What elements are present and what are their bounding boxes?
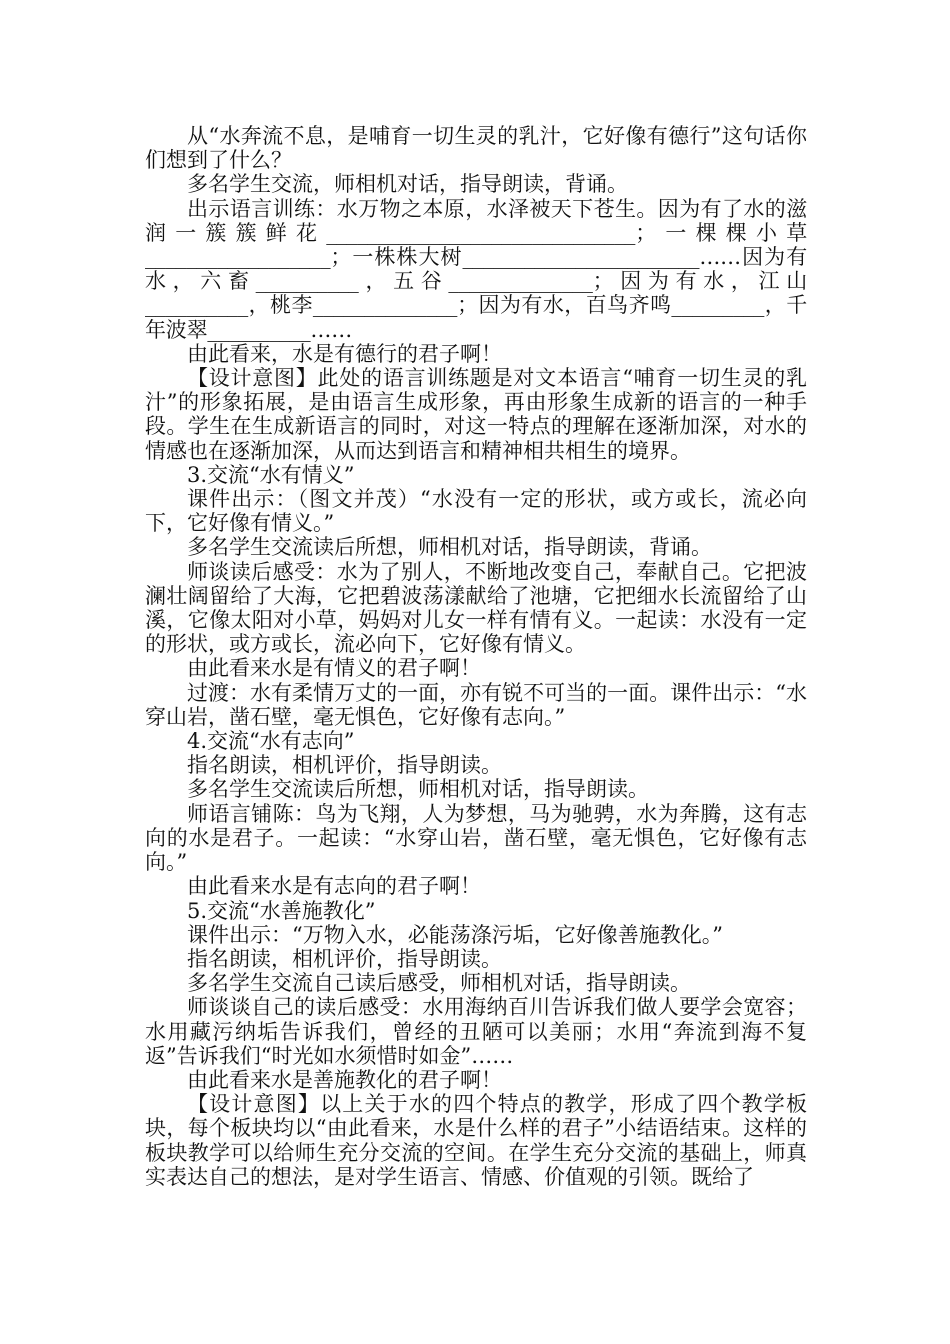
design-intent-paragraph: 【设计意图】此处的语言训练题是对文本语言“哺育一切生灵的乳汁”的形象拓展，是由语言生成形象，再由形象生成新的语言的一种手段。学生在生成新语言的同时，对这一特点的理解在逐渐加深，对水的情感也在逐渐加深，从而达到语言和精神相共相生的境界。 [145,366,807,463]
language-exercise-paragraph: 出示语言训练：水万物之本原，水泽被天下苍生。因为有了水的滋润一簇簇鲜花______________________________；一棵棵小草__________________；一株株大树_______________________……因为有水，六畜__________，五谷______________；因为有水，江山__________，桃李______________；因为有水，百鸟齐鸣_________，千年波翠__________…… [145,196,807,342]
paragraph: 多名学生交流读后所想，师相机对话，指导朗读。 [187,777,649,802]
section-heading: 3.交流“水有情义” [187,462,355,487]
paragraph: 从“水奔流不息，是哺育一切生灵的乳汁，它好像有德行”这句话你们想到了什么？ [145,124,807,173]
paragraph: 课件出示：“万物入水，必能荡涤污垢，它好像善施教化。” [187,922,723,947]
paragraph: 课件出示：（图文并茂）“水没有一定的形状，或方或长，流必向下，它好像有情义。” [145,487,807,536]
paragraph: 指名朗读，相机评价，指导朗读。 [187,946,502,971]
paragraph: 师谈读后感受：水为了别人，不断地改变自己，奉献自己。它把波澜壮阔留给了大海，它把碧波荡漾献给了池塘，它把细水长流留给了山溪，它像太阳对小草，妈妈对儿女一样有情有义。一起读：水没有一定的形状，或方或长，流必向下，它好像有情义。 [145,559,807,657]
document-body [145,124,807,1189]
paragraph: 多名学生交流读后所想，师相机对话，指导朗读，背诵。 [187,535,712,560]
paragraph: 过渡：水有柔情万丈的一面，亦有锐不可当的一面。课件出示：“水穿山岩，凿石壁，毫无惧色，它好像有志向。” [145,680,807,729]
paragraph: 多名学生交流，师相机对话，指导朗读，背诵。 [187,172,628,197]
paragraph: 由此看来水是有志向的君子啊！ [187,874,481,899]
section-heading: 4.交流“水有志向” [187,729,355,754]
design-intent-paragraph: 【设计意图】以上关于水的四个特点的教学，形成了四个教学板块，每个板块均以“由此看来，水是什么样的君子”小结语结束。这样的板块教学可以给师生充分交流的空间。在学生充分交流的基础上，师真实表达自己的想法，是对学生语言、情感、价值观的引领。既给了 [145,1092,807,1189]
paragraph: 由此看来水是善施教化的君子啊！ [187,1067,502,1092]
paragraph: 多名学生交流自己读后感受，师相机对话，指导朗读。 [187,971,691,996]
paragraph: 师谈谈自己的读后感受：水用海纳百川告诉我们做人要学会宽容；水用藏污纳垢告诉我们，曾经的丑陋可以美丽；水用“奔流到海不复返”告诉我们“时光如水须惜时如金”…… [145,995,807,1068]
paragraph: 由此看来水是有情义的君子啊！ [187,656,481,681]
section-heading: 5.交流“水善施教化” [187,898,376,923]
paragraph: 由此看来，水是有德行的君子啊！ [187,341,502,366]
paragraph: 师语言铺陈：鸟为飞翔，人为梦想，马为驰骋，水为奔腾，这有志向的水是君子。一起读：“水穿山岩，凿石壁，毫无惧色，它好像有志向。” [145,801,807,875]
paragraph: 指名朗读，相机评价，指导朗读。 [187,753,502,778]
